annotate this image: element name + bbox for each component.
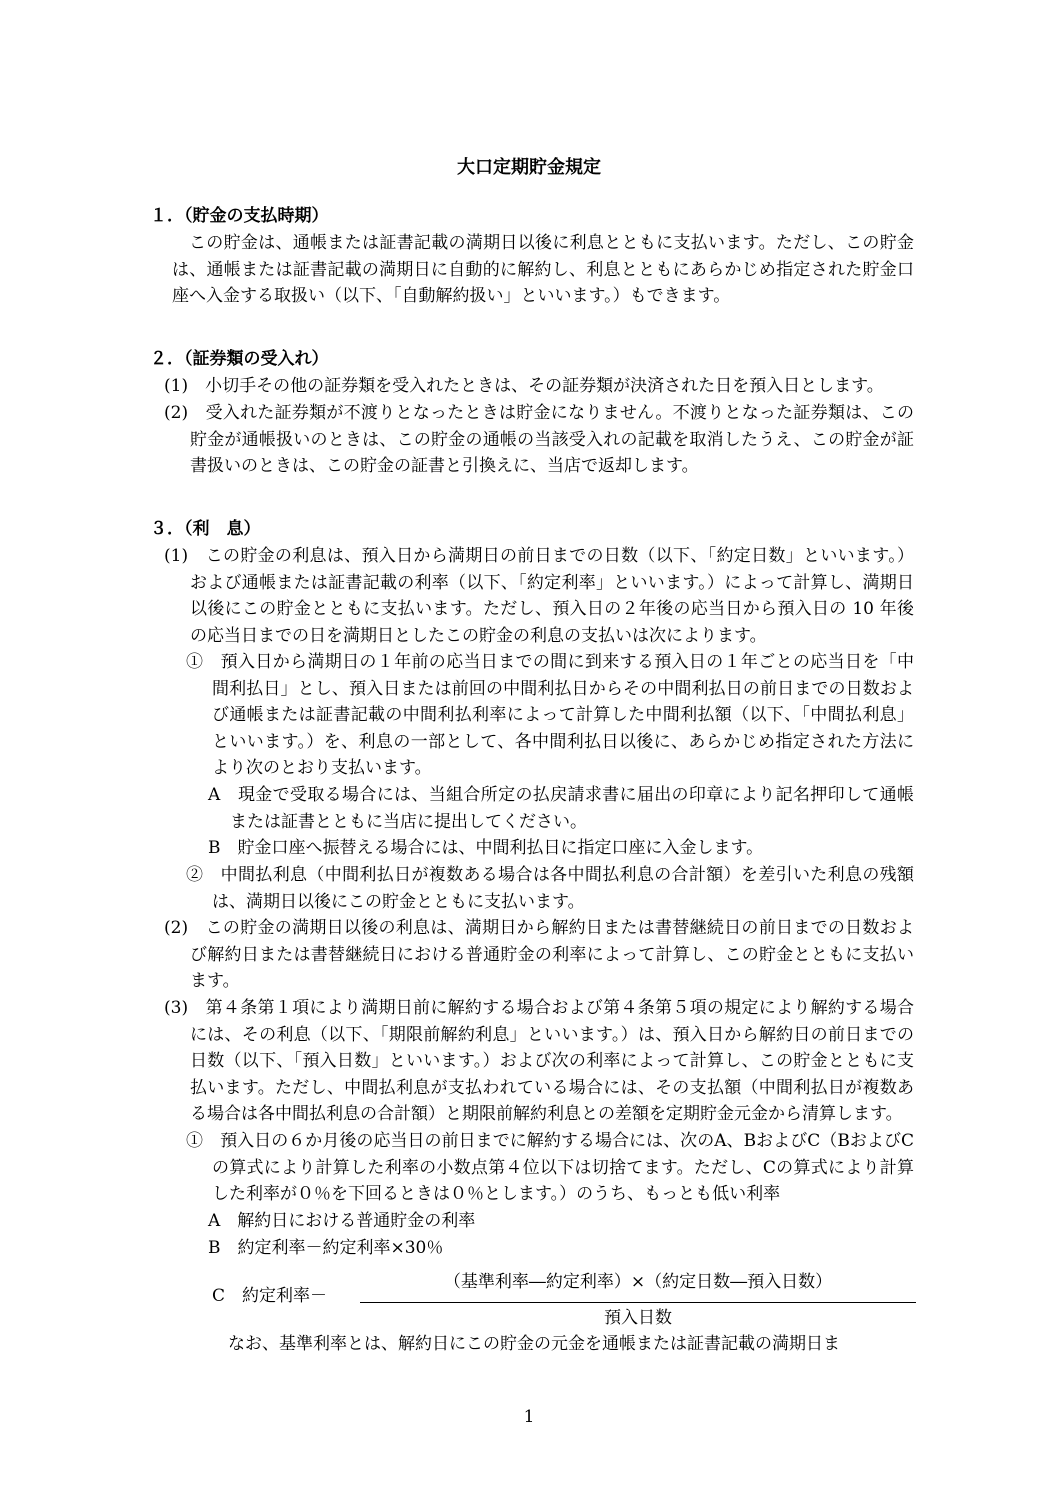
section-3-item-3-sub-1-a: A 解約日における普通貯金の利率 (208, 1211, 476, 1231)
formula-lhs: C 約定利率－ (212, 1286, 328, 1306)
section-3-item-1-sub-2: ② 中間払利息（中間利払日が複数ある場合は各中間払利息の合計額）を差引いた利息の残額は、満期日以後にこの貯金とともに支払います。 (186, 865, 914, 912)
section-3-item-1-sub-1-b: B 貯金口座へ振替える場合には、中間利払日に指定口座に入金します。 (208, 838, 764, 858)
section-2-heading: ２．（証券類の受入れ） (150, 349, 329, 369)
section-2-item-1: (1) 小切手その他の証券類を受入れたときは、その証券類が決済された日を預入日とします。 (164, 376, 884, 396)
section-3-item-3: (3) 第４条第１項により満期日前に解約する場合および第４条第５項の規定により解約する場合には、その利息（以下、「期限前解約利息」といいます。）は、預入日から解約日の前日までの日数（以下、「預入日数」といいます。）および次の利率によって計算し、この貯金とともに支払います。ただし、中間払利息が支払われている場合には、その支払額（中間利払日が複数ある場合は各中間払利息の合計額）と期限前解約利息との差額を定期貯金元金から清算します。 (164, 998, 914, 1124)
document-title: 大口定期貯金規定 (457, 157, 601, 178)
section-3-item-1: (1) この貯金の利息は、預入日から満期日の前日までの日数（以下、「約定日数」といいます。）および通帳または証書記載の利率（以下、「約定利率」といいます。）によって計算し、満期日以後にこの貯金とともに支払います。ただし、預入日の２年後の応当日から預入日の 10 年後の応当日までの日を満期日としたこの貯金の利息の支払いは次によります。 (164, 546, 914, 646)
section-3-item-3-sub-1-b: B 約定利率－約定利率×30％ (208, 1238, 444, 1258)
fraction-bar (360, 1302, 916, 1303)
section-3-item-1-sub-1-a: A 現金で受取る場合には、当組合所定の払戻請求書に届出の印章により記名押印して通帳または証書とともに当店に提出してください。 (208, 785, 914, 832)
section-3-item-3-sub-1: ① 預入日の６か月後の応当日の前日までに解約する場合には、次のA、BおよびC（BおよびCの算式により計算した利率の小数点第４位以下は切捨てます。ただし、Cの算式により計算した利率が０％を下回るときは０％とします。）のうち、もっとも低い利率 (186, 1131, 914, 1204)
section-3-item-2: (2) この貯金の満期日以後の利息は、満期日から解約日または書替継続日の前日までの日数および解約日または書替継続日における普通貯金の利率によって計算し、この貯金とともに支払います。 (164, 918, 914, 991)
section-2-item-2: (2) 受入れた証券類が不渡りとなったときは貯金になりません。不渡りとなった証券類は、この貯金が通帳扱いのときは、この貯金の通帳の当該受入れの記載を取消したうえ、この貯金が証書扱いのときは、この貯金の証書と引換えに、当店で返却します。 (164, 403, 914, 476)
section-1-body: この貯金は、通帳または証書記載の満期日以後に利息とともに支払います。ただし、この貯金は、通帳または証書記載の満期日に自動的に解約し、利息とともにあらかじめ指定された貯金口座へ入金する取扱い（以下、「自動解約扱い」といいます。）もできます。 (172, 233, 914, 306)
section-3-item-1-sub-1: ① 預入日から満期日の１年前の応当日までの間に到来する預入日の１年ごとの応当日を「中間利払日」とし、預入日または前回の中間利払日からその中間利払日の前日までの日数および通帳または証書記載の中間利払利率によって計算した中間利払額（以下、「中間払利息」といいます。）を、利息の一部として、各中間利払日以後に、あらかじめ指定された方法により次のとおり支払います。 (186, 652, 914, 778)
section-1-heading: １．（貯金の支払時期） (150, 206, 329, 226)
section-3-heading: ３．（利 息） (150, 519, 261, 539)
page-number: 1 (523, 1407, 535, 1427)
section-3-note: なお、基準利率とは、解約日にこの貯金の元金を通帳または証書記載の満期日ま (228, 1334, 840, 1354)
formula-denominator: 預入日数 (604, 1308, 672, 1328)
formula-numerator: （基準利率―約定利率）×（約定日数―預入日数） (443, 1272, 833, 1292)
